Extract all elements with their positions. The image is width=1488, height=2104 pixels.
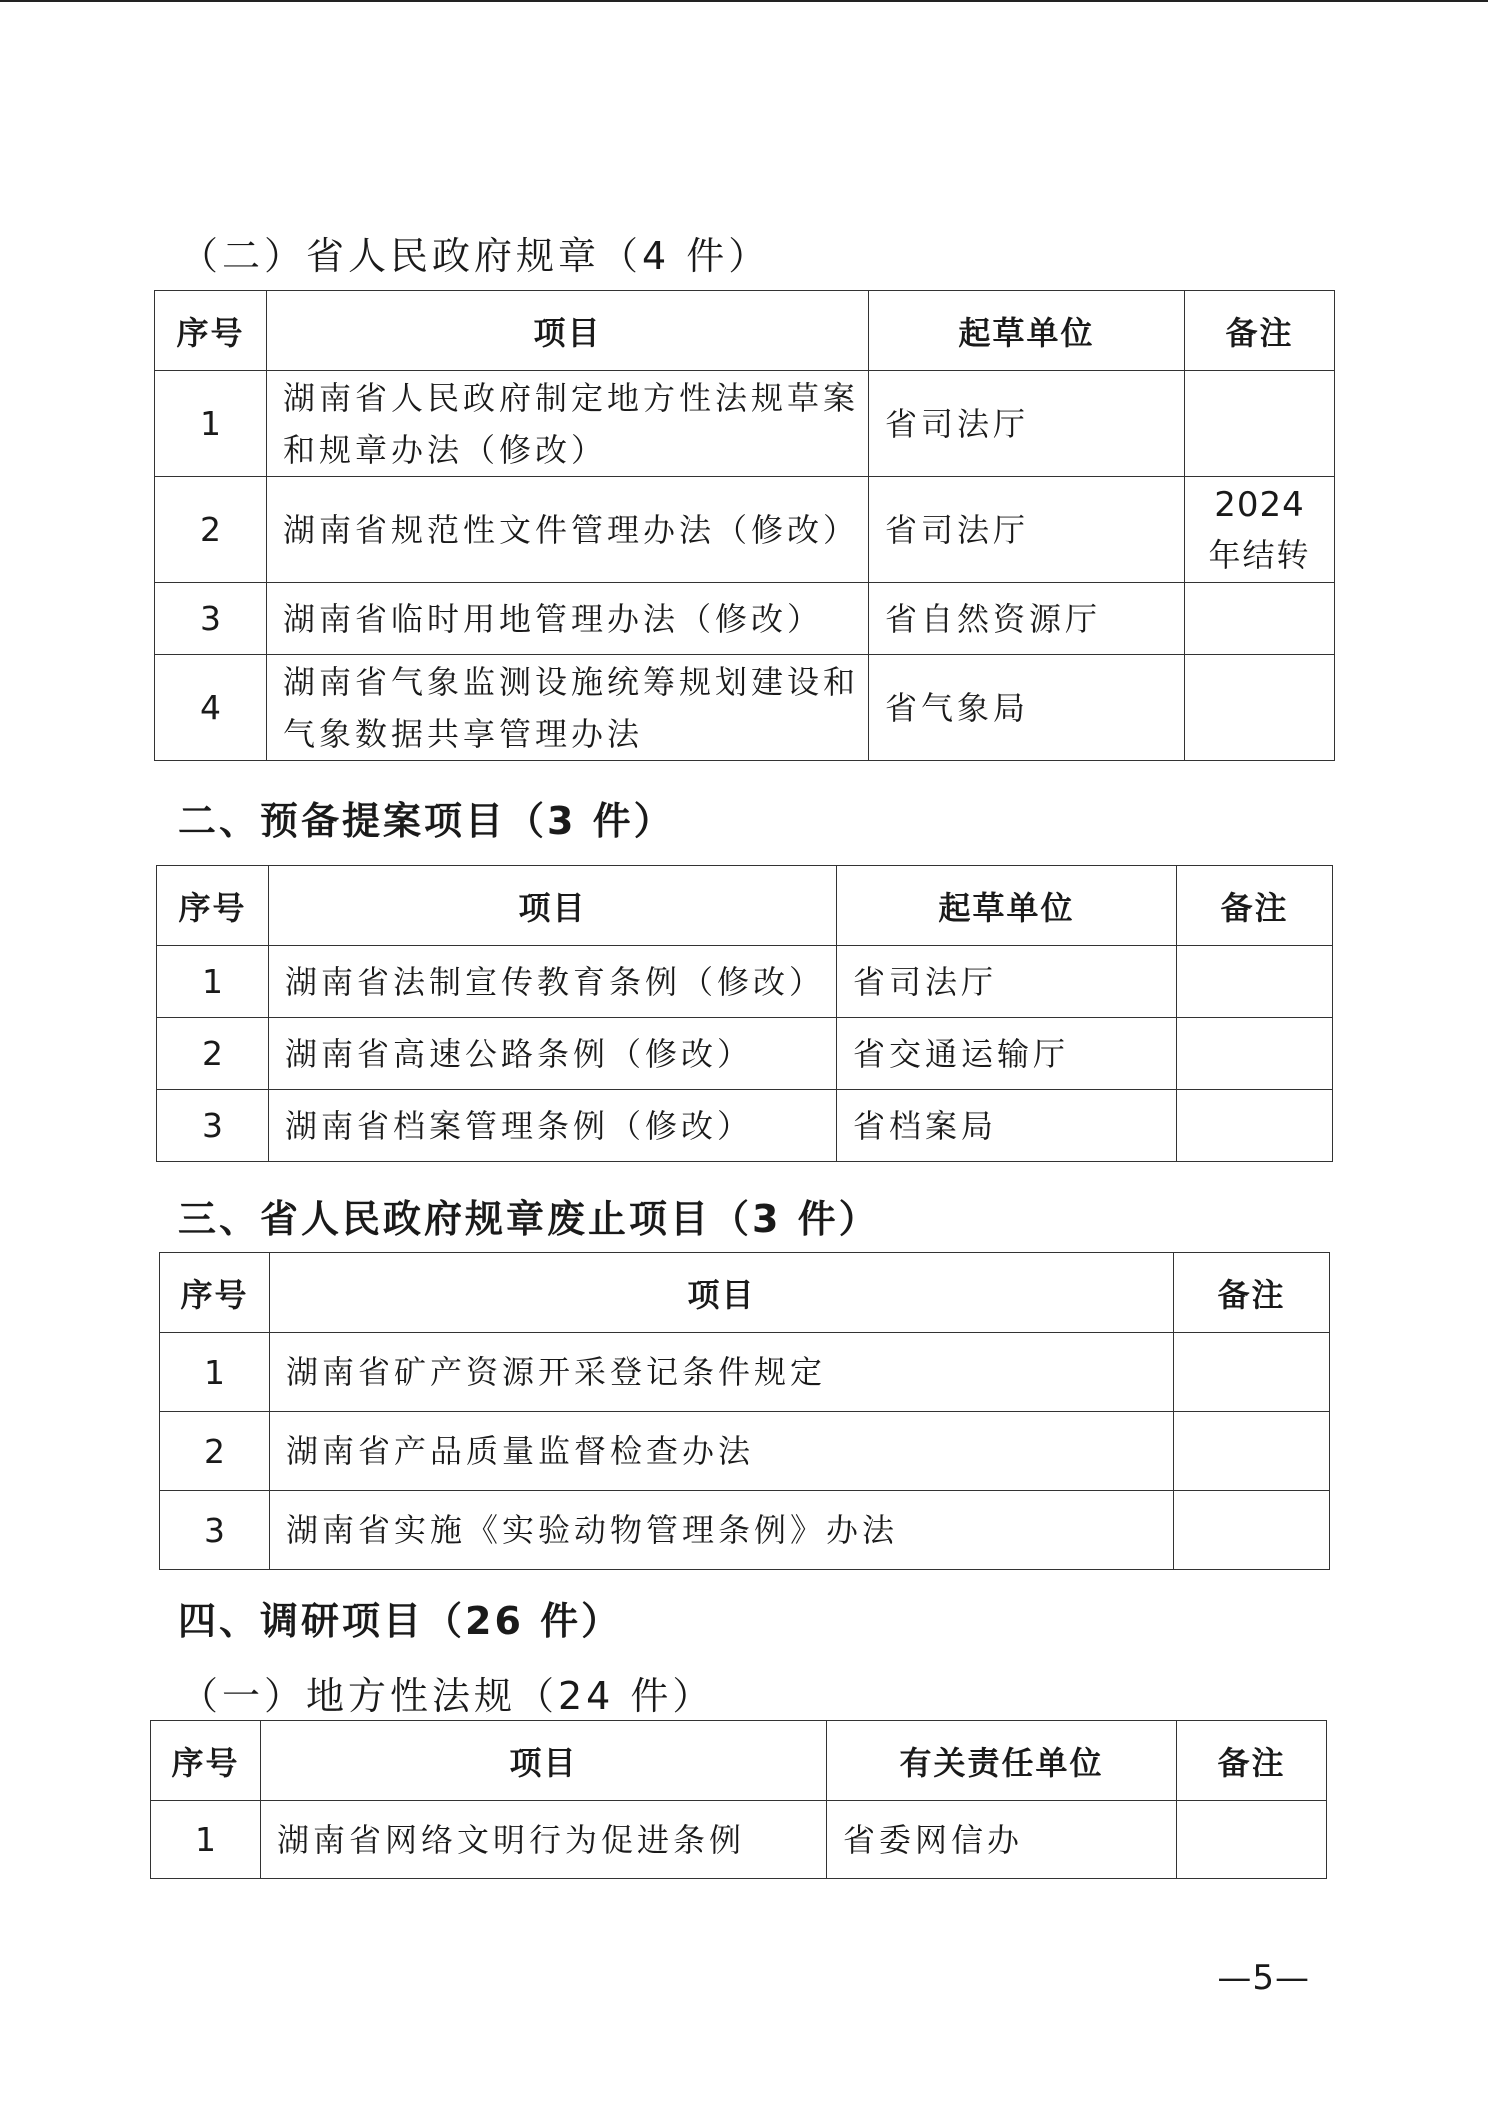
row-unit: 省档案局 (837, 1090, 1177, 1162)
table-row (157, 946, 1333, 1018)
col-header-no: 序号 (151, 1721, 261, 1801)
row-no: 3 (155, 583, 267, 655)
table-provincial-regulations (154, 290, 1335, 761)
row-item: 湖南省临时用地管理办法（修改） (267, 583, 869, 655)
col-header-item: 项目 (269, 866, 837, 946)
col-header-unit: 起草单位 (837, 866, 1177, 946)
row-note (1185, 371, 1335, 477)
row-no: 1 (155, 371, 267, 477)
row-item: 湖南省矿产资源开采登记条件规定 (270, 1333, 1174, 1412)
row-note (1174, 1333, 1330, 1412)
row-unit: 省气象局 (869, 655, 1185, 761)
row-note (1177, 1090, 1333, 1162)
subheading-local-regulations: （一）地方性法规（24 件） (180, 1674, 715, 1718)
row-item: 湖南省规范性文件管理办法（修改） (267, 477, 869, 583)
row-unit: 省委网信办 (827, 1801, 1177, 1879)
col-header-unit: 起草单位 (869, 291, 1185, 371)
row-item: 湖南省实施《实验动物管理条例》办法 (270, 1491, 1174, 1570)
row-no: 1 (157, 946, 269, 1018)
row-note (1177, 946, 1333, 1018)
row-unit: 省司法厅 (869, 477, 1185, 583)
row-no: 2 (157, 1018, 269, 1090)
row-unit: 省交通运输厅 (837, 1018, 1177, 1090)
row-no: 3 (160, 1491, 270, 1570)
row-item: 湖南省网络文明行为促进条例 (261, 1801, 827, 1879)
note-carryover: 年结转 (1208, 535, 1311, 574)
row-no: 3 (157, 1090, 269, 1162)
row-item: 湖南省高速公路条例（修改） (269, 1018, 837, 1090)
row-no: 1 (151, 1801, 261, 1879)
row-note (1185, 655, 1335, 761)
row-unit: 省自然资源厅 (869, 583, 1185, 655)
table-repeal-items (159, 1252, 1330, 1570)
table-header-row (157, 866, 1333, 946)
col-header-item: 项目 (267, 291, 869, 371)
top-border-line (0, 0, 1488, 2)
row-item: 湖南省产品质量监督检查办法 (270, 1412, 1174, 1491)
table-row (155, 371, 1335, 477)
table-row (155, 583, 1335, 655)
table-row (157, 1018, 1333, 1090)
col-header-unit: 有关责任单位 (827, 1721, 1177, 1801)
col-header-no: 序号 (155, 291, 267, 371)
table-header-row (160, 1253, 1330, 1333)
section-heading-research-items: 四、调研项目（26 件） (178, 1599, 623, 1643)
section-heading-provincial-regulations: （二）省人民政府规章（4 件） (180, 234, 771, 278)
col-header-item: 项目 (261, 1721, 827, 1801)
table-row (160, 1333, 1330, 1412)
row-note (1174, 1412, 1330, 1491)
table-preparatory-proposals (156, 865, 1333, 1162)
table-row (155, 477, 1335, 583)
table-row (157, 1090, 1333, 1162)
row-no: 1 (160, 1333, 270, 1412)
row-no: 2 (160, 1412, 270, 1491)
table-row (151, 1801, 1327, 1879)
table-header-row (155, 291, 1335, 371)
col-header-note: 备注 (1185, 291, 1335, 371)
page-number: —5— (1217, 1958, 1310, 1998)
section-heading-repeal-items: 三、省人民政府规章废止项目（3 件） (178, 1197, 880, 1241)
row-note (1177, 1801, 1327, 1879)
row-no: 4 (155, 655, 267, 761)
table-row (155, 655, 1335, 761)
col-header-no: 序号 (157, 866, 269, 946)
row-item: 湖南省法制宣传教育条例（修改） (269, 946, 837, 1018)
col-header-item: 项目 (270, 1253, 1174, 1333)
col-header-note: 备注 (1177, 1721, 1327, 1801)
row-item: 湖南省人民政府制定地方性法规草案和规章办法（修改） (267, 371, 869, 477)
col-header-note: 备注 (1177, 866, 1333, 946)
row-no: 2 (155, 477, 267, 583)
row-unit: 省司法厅 (837, 946, 1177, 1018)
row-note (1185, 477, 1335, 583)
table-local-regulations (150, 1720, 1327, 1879)
table-row (160, 1412, 1330, 1491)
col-header-no: 序号 (160, 1253, 270, 1333)
row-item: 湖南省气象监测设施统筹规划建设和气象数据共享管理办法 (267, 655, 869, 761)
row-note (1177, 1018, 1333, 1090)
col-header-note: 备注 (1174, 1253, 1330, 1333)
row-item: 湖南省档案管理条例（修改） (269, 1090, 837, 1162)
row-unit: 省司法厅 (869, 371, 1185, 477)
note-year: 2024 (1214, 484, 1305, 525)
row-note (1174, 1491, 1330, 1570)
row-note (1185, 583, 1335, 655)
section-heading-preparatory-proposals: 二、预备提案项目（3 件） (178, 799, 675, 843)
table-row (160, 1491, 1330, 1570)
table-header-row (151, 1721, 1327, 1801)
